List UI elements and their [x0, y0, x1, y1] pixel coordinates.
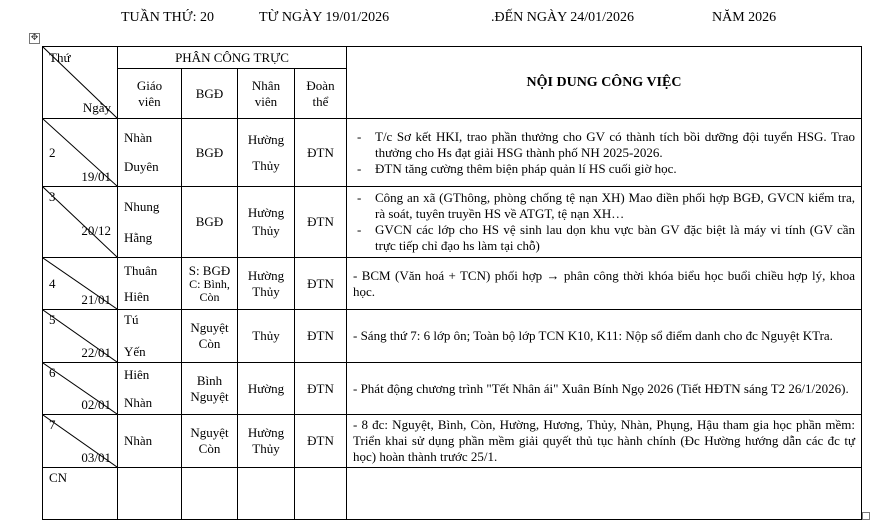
teachers-cell: Nhung Hằng — [118, 187, 182, 258]
staff-cell: Hường — [238, 363, 295, 415]
day-date: 22/01 — [81, 345, 111, 360]
staff-cell: Hường Thủy — [238, 119, 295, 187]
doan-the-header: Đoàn thể — [295, 69, 347, 119]
year-label: NĂM 2026 — [712, 10, 777, 25]
union-cell — [295, 468, 347, 520]
day-number: 4 — [49, 275, 56, 291]
staff-cell: Hường Thủy — [238, 258, 295, 310]
task-cell: - Phát động chương trình "Tết Nhân ái" Xuân Bính Ngọ 2026 (Tiết HĐTN sáng T2 26/1/2026). — [347, 363, 862, 415]
task-item: - T/c Sơ kết HKI, trao phần thưởng cho GV có thành tích bồi dưỡng đội tuyển HSG. Trao thưởng cho Hs đạt giải HSG thành phố NH 2025-2026. — [353, 129, 855, 161]
nhan-vien-header: Nhân viên — [238, 69, 295, 119]
teachers-cell: Nhàn Duyên — [118, 119, 182, 187]
task-cell: - 8 đc: Nguyệt, Bình, Còn, Hường, Hương, Thủy, Nhàn, Phụng, Hậu tham gia học phần mềm: Triển khai sử dụng phần mềm giải quyết thủ tục hành chính (Đc Hường hướng dẫn các đc tự học) hoàn thành trước 25/1. — [347, 415, 862, 468]
day-cell — [43, 468, 118, 520]
day-date: 20/12 — [81, 223, 111, 238]
teachers-cell: Tú Yến — [118, 310, 182, 363]
union-cell: ĐTN — [295, 258, 347, 310]
table-row — [43, 415, 862, 468]
ngay-label: Ngày — [82, 100, 111, 115]
table-row — [43, 119, 862, 187]
thu-label: Thứ — [49, 50, 71, 65]
day-number: CN — [49, 470, 68, 485]
table-row — [43, 258, 862, 310]
table-row — [43, 468, 862, 520]
day-date: 02/01 — [81, 397, 111, 412]
bgd-cell: Bình Nguyệt — [182, 363, 238, 415]
table-row — [43, 187, 862, 258]
bgd-cell: BGĐ — [182, 119, 238, 187]
task-cell — [347, 468, 862, 520]
day-cell — [43, 187, 118, 258]
union-cell: ĐTN — [295, 415, 347, 468]
task-cell — [347, 119, 862, 187]
bgd-cell: S: BGĐ C: Bình, Còn — [182, 258, 238, 310]
bgd-cell: Nguyệt Còn — [182, 310, 238, 363]
from-date-label: TỪ NGÀY 19/01/2026 — [259, 10, 390, 25]
staff-cell: Thủy — [238, 310, 295, 363]
day-date: 03/01 — [81, 450, 111, 465]
staff-cell — [238, 468, 295, 520]
task-item: - GVCN các lớp cho HS vệ sinh lau dọn khu vực bàn GV đặc biệt là máy vi tính (GV cần trực tiếp chỉ đạo hs làm tại chỗ) — [353, 222, 855, 254]
teachers-cell: Nhàn — [118, 415, 182, 468]
noi-dung-header: NỘI DUNG CÔNG VIỆC — [347, 47, 862, 119]
day-number: 2 — [49, 144, 56, 160]
bgd-header: BGĐ — [182, 69, 238, 119]
day-cell — [43, 363, 118, 415]
day-cell — [43, 310, 118, 363]
day-date: 21/01 — [81, 292, 111, 307]
to-date-label: .ĐẾN NGÀY 24/01/2026 — [491, 10, 634, 25]
move-handle-icon[interactable]: ✥ — [30, 33, 39, 43]
week-label: TUẦN THỨ: 20 — [121, 10, 215, 25]
resize-handle-icon[interactable] — [862, 512, 870, 520]
task-item: - Công an xã (GThông, phòng chống tệ nạn XH) Mao điền phối hợp BGĐ, GVCN kiểm tra, rà soát, tuyên truyền HS về ATGT, tệ nạn XH… — [353, 190, 855, 222]
task-cell — [347, 187, 862, 258]
day-number: 6 — [49, 365, 56, 380]
giao-vien-header: Giáo viên — [118, 69, 182, 119]
table-row — [43, 310, 862, 363]
teachers-cell — [118, 468, 182, 520]
page-header — [0, 10, 891, 30]
day-cell — [43, 119, 118, 187]
day-number: 3 — [49, 189, 56, 204]
union-cell: ĐTN — [295, 119, 347, 187]
bgd-cell — [182, 468, 238, 520]
table-row — [43, 363, 862, 415]
task-cell: - BCM (Văn hoá + TCN) phối hợp → phân công thời khóa biểu học buổi chiều hợp lý, khoa học. — [347, 258, 862, 310]
duty-schedule-table — [42, 46, 862, 520]
teachers-cell: Hiên Nhàn — [118, 363, 182, 415]
day-cell — [43, 258, 118, 310]
phan-cong-truc-header: PHÂN CÔNG TRỰC — [118, 47, 347, 69]
staff-cell: Hường Thủy — [238, 415, 295, 468]
task-item: - ĐTN tăng cường thêm biện pháp quản lí HS cuối giờ học. — [353, 161, 855, 177]
bgd-cell: BGĐ — [182, 187, 238, 258]
union-cell: ĐTN — [295, 310, 347, 363]
day-cell — [43, 415, 118, 468]
teachers-cell: Thuân Hiên — [118, 258, 182, 310]
bgd-cell: Nguyệt Còn — [182, 415, 238, 468]
task-cell: - Sáng thứ 7: 6 lớp ôn; Toàn bộ lớp TCN K10, K11: Nộp sổ điểm danh cho đc Nguyệt KTra. — [347, 310, 862, 363]
thu-ngay-header — [43, 47, 118, 119]
union-cell: ĐTN — [295, 363, 347, 415]
day-date: 19/01 — [81, 169, 111, 184]
day-number: 5 — [49, 312, 56, 327]
day-number: 7 — [49, 417, 56, 432]
staff-cell: Hường Thủy — [238, 187, 295, 258]
union-cell: ĐTN — [295, 187, 347, 258]
